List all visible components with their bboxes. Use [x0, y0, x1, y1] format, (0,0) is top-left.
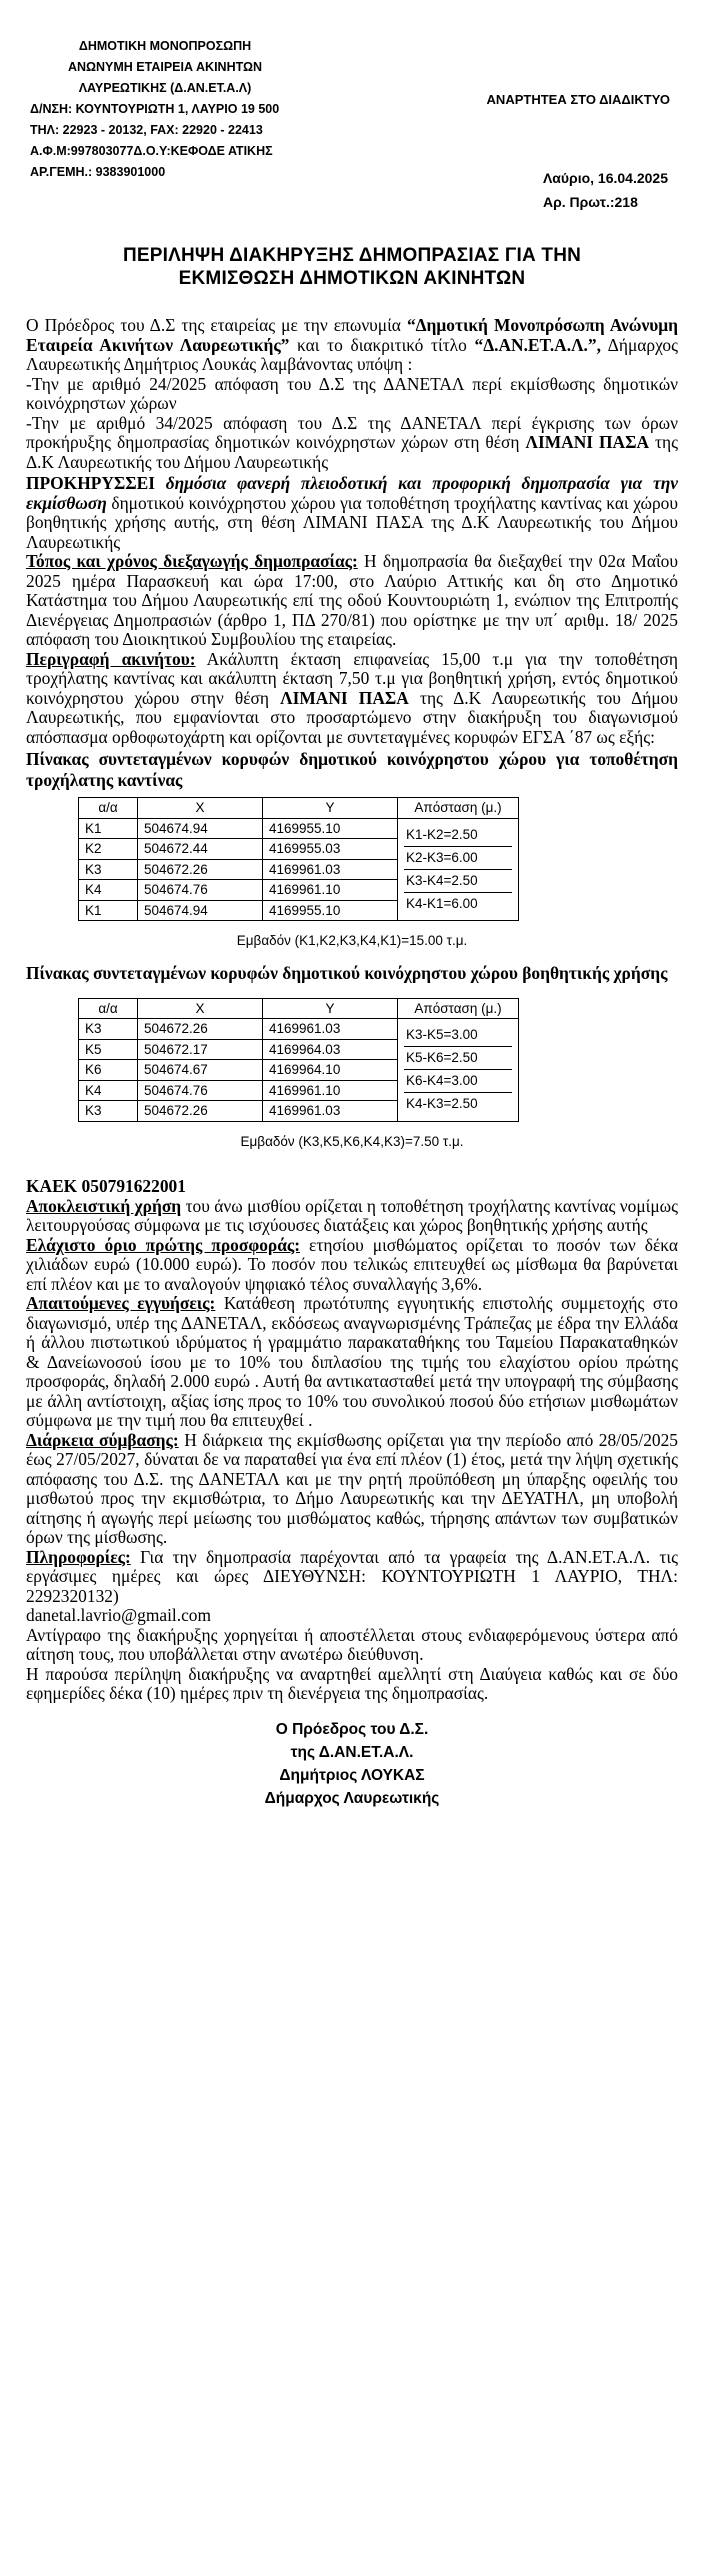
- distance-k3-k5: K3-K5=3.00: [404, 1024, 512, 1047]
- decision-2-text: -Την με αριθμό 34/2025 απόφαση του Δ.Σ της ΔΑΝΕΤΑΛ περί έγκρισης των όρων προκήρυξης δημοπρασίας δημοτικών κοινόχρηστων χώρων στη θέση: [26, 412, 678, 452]
- cell-y: 4169964.10: [263, 1060, 398, 1081]
- cell-y: 4169961.10: [263, 1080, 398, 1101]
- table-2-title: Πίνακας συντεταγμένων κορυφών δημοτικού κοινόχρηστου χώρου βοηθητικής χρήσης: [26, 962, 668, 983]
- date-block: [543, 166, 668, 214]
- proclaim-text: δημοτικού κοινόχρηστου χώρου για τοποθέτηση τροχήλατης καντίνας και χώρου βοηθητικής χρήσης αυτής, στη θέση ΛΙΜΑΝΙ ΠΑΣΑ της Δ.Κ Λαυρεωτικής του Δήμου Λαυρεωτικής: [26, 492, 678, 552]
- org-afm: Α.Φ.Μ:997803077Δ.Ο.Υ:ΚΕΦΟΔΕ ΑΤΙΚΗΣ: [30, 144, 273, 158]
- table-header-row: [79, 798, 519, 819]
- col-aa: α/α: [79, 998, 138, 1019]
- cell-aa: K6: [79, 1060, 138, 1081]
- property-location: ΛΙΜΑΝΙ ΠΑΣΑ: [280, 687, 409, 708]
- distance-k2-k3: K2-K3=6.00: [404, 847, 512, 870]
- cell-x: 504674.94: [138, 900, 263, 921]
- place-time-text: Η δημοπρασία θα διεξαχθεί την 02α Μαΐου 2025 ημέρα Παρασκευή και ώρα 17:00, στο Λαύριο Αττικής και δη στο Δημοτικό Κατάστημα του Δήμου Λαυρεωτικής επί της οδού Κουντουριώτη 1, ενώπιον της Επιτροπής Διενέργειας Δημοπρασιών (άρθρο 1, ΠΔ 270/81) που ορίστηκε με την υπ΄ αριθμ. 18/ 2025 απόφαση του Διοικητικού Συμβουλίου της εταιρείας.: [26, 551, 678, 649]
- cell-aa: K3: [79, 859, 138, 880]
- cell-x: 504672.26: [138, 859, 263, 880]
- min-offer-paragraph: [26, 1236, 678, 1295]
- kaek-number: ΚΑΕΚ 050791622001: [26, 1176, 186, 1196]
- info-text: Για την δημοπρασία παρέχονται από τα γραφεία της Δ.ΑΝ.ΕΤ.Α.Λ. τις εργάσιμες ημέρες και ώρες ΔΙΕΥΘΥΝΣΗ: ΚΟΥΝΤΟΥΡΙΩΤΗ 1 ΛΑΥΡΙΟ, ΤΗΛ: 2292320132): [26, 1546, 678, 1606]
- exclusive-use-paragraph: [26, 1197, 678, 1236]
- coordinates-table-2: [78, 998, 519, 1122]
- title-line-2: ΕΚΜΙΣΘΩΣΗ ΔΗΜΟΤΙΚΩΝ ΑΚΙΝΗΤΩΝ: [178, 268, 526, 289]
- distance-k6-k4: K6-K4=3.00: [404, 1070, 512, 1093]
- info-paragraph: [26, 1548, 678, 1607]
- proclamation: [26, 474, 678, 552]
- cell-aa: K1: [79, 900, 138, 921]
- cell-x: 504672.44: [138, 839, 263, 860]
- table-1-title: Πίνακας συντεταγμένων κορυφών δημοτικού κοινόχρηστου χώρου για τοποθέτηση τροχήλατης καντίνας: [26, 749, 678, 790]
- title-line-1: ΠΕΡΙΛΗΨΗ ΔΙΑΚΗΡΥΞΗΣ ΔΗΜΟΠΡΑΣΙΑΣ ΓΙΑ ΤΗΝ: [122, 245, 582, 266]
- duration-text: Η διάρκεια της εκμίσθωσης ορίζεται για την περίοδο από 28/05/2025 έως 27/05/2027, δύναται δε να παραταθεί για ένα επί πλέον (1) έτος, μετά την λήψη σχετικής απόφασης του Δ.Σ. της ΔΑΝΕΤΑΛ και με την ρητή προϋπόθεση μη ύπαρξης οφειλής του μισθωτού προς την εκμισθώτρια, το Δήμο Λαυρεωτικής και την ΔΕΥΑΤΗΛ, μη υποβολή αίτησης ή αγωγής περί μείωσης του μισθώματος καθώς, τήρησης απάντων των συμβατικών όρων της μίσθωσης.: [26, 1429, 678, 1547]
- property-label: Περιγραφή ακινήτου:: [26, 648, 196, 669]
- cell-y: 4169964.03: [263, 1039, 398, 1060]
- cell-aa: K3: [79, 1019, 138, 1040]
- place-time-paragraph: [26, 552, 678, 650]
- document-date: Λαύριο, 16.04.2025: [542, 170, 668, 186]
- posting-note: ΑΝΑΡΤΗΤΕΑ ΣΤΟ ΔΙΑΔΙΚΤΥΟ: [486, 92, 670, 107]
- cell-aa: K4: [79, 1080, 138, 1101]
- duration-label: Διάρκεια σύμβασης:: [26, 1429, 179, 1450]
- distance-cell: [398, 1019, 519, 1122]
- cell-y: 4169955.10: [263, 900, 398, 921]
- distance-k4-k1: K4-K1=6.00: [406, 895, 478, 911]
- table-1-area: Εμβαδόν (K1,K2,K3,K4,K1)=15.00 τ.μ.: [236, 933, 468, 948]
- col-x: X: [138, 998, 263, 1019]
- decision-2: [26, 414, 678, 473]
- min-offer-text: ετησίου μισθώματος ορίζεται το ποσόν των δέκα χιλιάδων ευρώ (10.000 ευρώ). Το ποσόν που τελικώς επιτευχθεί ως μίσθωμα θα βαρύνεται επί πλέον και με το αναλογούν ψηφιακό τέλος συναλλαγής 3,6%.: [26, 1234, 678, 1294]
- cell-x: 504672.17: [138, 1039, 263, 1060]
- cell-aa: K2: [79, 839, 138, 860]
- signature-line-1: Ο Πρόεδρος του Δ.Σ.: [275, 1720, 429, 1738]
- proclaim-keyword: ΠΡΟΚΗΡΥΣΣΕΙ: [26, 473, 156, 493]
- property-text: Ακάλυπτη έκταση επιφανείας 15,00 τ.μ για την τοποθέτηση τροχήλατης καντίνας και ακάλυπτη έκταση 7,50 τ.μ για βοηθητική χρήση, εντός δημοτικού κοινόχρηστου χώρου στην θέση: [26, 648, 679, 708]
- cell-x: 504672.26: [138, 1019, 263, 1040]
- notice-body: [26, 316, 678, 1704]
- contact-email[interactable]: danetal.lavrio@gmail.com: [26, 1605, 212, 1625]
- table-row: [79, 818, 519, 839]
- cell-aa: K1: [79, 818, 138, 839]
- col-y: Y: [263, 998, 398, 1019]
- cell-y: 4169955.03: [263, 839, 398, 860]
- cell-x: 504674.94: [138, 818, 263, 839]
- cell-x: 504674.67: [138, 1060, 263, 1081]
- table-2-area: Εμβαδόν (K3,K5,K6,K4,K3)=7.50 τ.μ.: [240, 1133, 464, 1149]
- property-text-end: της Δ.Κ Λαυρεωτικής του Δήμου Λαυρεωτικής, που εμφανίονται στο προσαρτώμενο στην διακήρυξη του διαγωνισμού απόσπασμα ορθοφωτοχάρτη και ορίζονται με συντεταγμένες κορυφών ΕΓΣΑ ΄87 ως εξής:: [26, 687, 678, 747]
- table-row: [79, 1019, 519, 1040]
- cell-y: 4169961.03: [263, 1101, 398, 1122]
- col-distance: Απόσταση (μ.): [398, 998, 519, 1019]
- decision-2-location: ΛΙΜΑΝΙ ΠΑΣΑ: [525, 432, 650, 452]
- document-title: [26, 244, 678, 290]
- distance-k1-k2: K1-K2=2.50: [404, 824, 512, 847]
- min-offer-label: Ελάχιστο όριο πρώτης προσφοράς:: [26, 1234, 301, 1255]
- signature-block: [26, 1718, 678, 1810]
- distance-k3-k4: K3-K4=2.50: [404, 870, 512, 893]
- cell-aa: K5: [79, 1039, 138, 1060]
- signature-line-3: Δημήτριος ΛΟΥΚΑΣ: [279, 1766, 425, 1784]
- signature-line-4: Δήμαρχος Λαυρεωτικής: [264, 1789, 440, 1807]
- publish-paragraph: Η παρούσα περίληψη διακήρυξης να αναρτηθεί αμελλητί στη Διαύγεια καθώς και σε δύο εφημερίδες δέκα (10) ημέρες πριν τη διενέργεια της δημοπρασίας.: [26, 1663, 678, 1703]
- intro-text-2: και το διακριτικό τίτλο: [297, 334, 467, 355]
- header: [26, 14, 678, 226]
- property-paragraph: [26, 650, 678, 748]
- copies-paragraph: Αντίγραφο της διακήρυξης χορηγείται ή αποστέλλεται στους ενδιαφερόμενους ύστερα από αίτηση τους, που υποβάλλεται στην ανωτέρω διεύθυνση.: [26, 1624, 678, 1664]
- cell-y: 4169955.10: [263, 818, 398, 839]
- decision-2-text-end: της Δ.Κ Λαυρεωτικής του Δήμου Λαυρεωτικής: [26, 432, 678, 472]
- coordinates-table-1: [78, 797, 519, 921]
- organization-block: [30, 36, 430, 183]
- intro-text: Ο Πρόεδρος του Δ.Σ της εταιρείας με την επωνυμία: [26, 315, 401, 335]
- cell-y: 4169961.10: [263, 880, 398, 901]
- distance-k5-k6: K5-K6=2.50: [404, 1047, 512, 1070]
- decision-1: -Την με αριθμό 24/2025 απόφαση του Δ.Σ της ΔΑΝΕΤΑΛ περί εκμίσθωσης δημοτικών κοινόχρηστων χώρων: [26, 373, 678, 413]
- info-label: Πληροφορίες:: [26, 1546, 131, 1567]
- table-header-row: [79, 998, 519, 1019]
- col-y: Y: [263, 798, 398, 819]
- cell-aa: K3: [79, 1101, 138, 1122]
- proclaim-type: δημόσια φανερή πλειοδοτική και προφορική δημοπρασία για την εκμίσθωση: [26, 473, 678, 513]
- cell-y: 4169961.03: [263, 859, 398, 880]
- guarantees-label: Απαιτούμενες εγγυήσεις:: [26, 1293, 216, 1313]
- cell-x: 504674.76: [138, 880, 263, 901]
- intro-paragraph: [26, 316, 678, 375]
- cell-y: 4169961.03: [263, 1019, 398, 1040]
- guarantees-text: Κατάθεση πρωτότυπης εγγυητικής επιστολής συμμετοχής στο διαγωνισμό, υπέρ της ΔΑΝΕΤΑΛ, εκδόσεως αναγνωρισμένης Τράπεζας με έδρα την Ελλάδα ή άλλου πιστωτικού ιδρύματος ή γραμμάτιο παρακαταθήκης του Ταμείου Παρακαταθηκών & Δανείωνοσού ίσου με το 10% του διπλασίου της τιμής του ελαχίστου ορίου πρώτης προσφοράς, δηλαδή 2.000 ευρώ . Αυτή θα αντικατασταθεί μετά την υπογραφή της σύμβασης με άλλη αντίστοιχη, αξίας ίσης προς το 10% του συνολικού ποσού δύο ετήσιων μισθωμάτων σύμφωνα με την τιμή που θα επιτευχθεί .: [26, 1293, 678, 1430]
- org-phone: ΤΗΛ: 22923 - 20132, FAX: 22920 - 22413: [30, 123, 263, 137]
- col-aa: α/α: [79, 798, 138, 819]
- org-name-line-2: ΑΝΩΝΥΜΗ ΕΤΑΙΡΕΙΑ ΑΚΙΝΗΤΩΝ: [67, 60, 263, 74]
- org-gemi: ΑΡ.ΓΕΜΗ.: 9383901000: [30, 165, 166, 179]
- col-distance: Απόσταση (μ.): [398, 798, 519, 819]
- cell-x: 504672.26: [138, 1101, 263, 1122]
- company-name: “Δημοτική Μονοπρόσωπη Ανώνυμη Εταιρεία Ακινήτων Λαυρεωτικής”: [26, 315, 678, 355]
- exclusive-use-text: του άνω μισθίου ορίζεται η τοποθέτηση τροχήλατης καντίνας νομίμως λειτουργούσας σύμφωνα με τις ισχύουσες διατάξεις και χώρος βοηθητικής χρήσης αυτής: [26, 1195, 678, 1235]
- org-name-line-3: ΛΑΥΡΕΩΤΙΚΗΣ (Δ.ΑΝ.ΕΤ.Α.Λ): [78, 81, 252, 95]
- place-time-label: Τόπος και χρόνος διεξαγωγής δημοπρασίας:: [26, 551, 358, 571]
- distance-k4-k3: K4-K3=2.50: [406, 1096, 478, 1112]
- duration-paragraph: [26, 1431, 678, 1548]
- cell-x: 504674.76: [138, 1080, 263, 1101]
- distance-cell: [398, 818, 519, 921]
- protocol-number: Αρ. Πρωτ.:218: [542, 194, 638, 210]
- exclusive-use-label: Αποκλειστική χρήση: [26, 1195, 182, 1216]
- guarantees-paragraph: [26, 1294, 678, 1431]
- col-x: X: [138, 798, 263, 819]
- org-address: Δ/ΝΣΗ: ΚΟΥΝΤΟΥΡΙΩΤΗ 1, ΛΑΥΡΙΟ 19 500: [30, 102, 280, 116]
- org-name-line-1: ΔΗΜΟΤΙΚΗ ΜΟΝΟΠΡΟΣΩΠΗ: [78, 39, 252, 53]
- signature-line-2: της Δ.ΑΝ.ΕΤ.Α.Λ.: [290, 1743, 414, 1761]
- company-short-name: “Δ.ΑΝ.ΕΤ.Α.Λ.”,: [474, 334, 601, 355]
- intro-text-3: Δήμαρχος Λαυρεωτικής Δημήτριος Λουκάς λαμβάνοντας υπόψη :: [26, 334, 678, 374]
- cell-aa: K4: [79, 880, 138, 901]
